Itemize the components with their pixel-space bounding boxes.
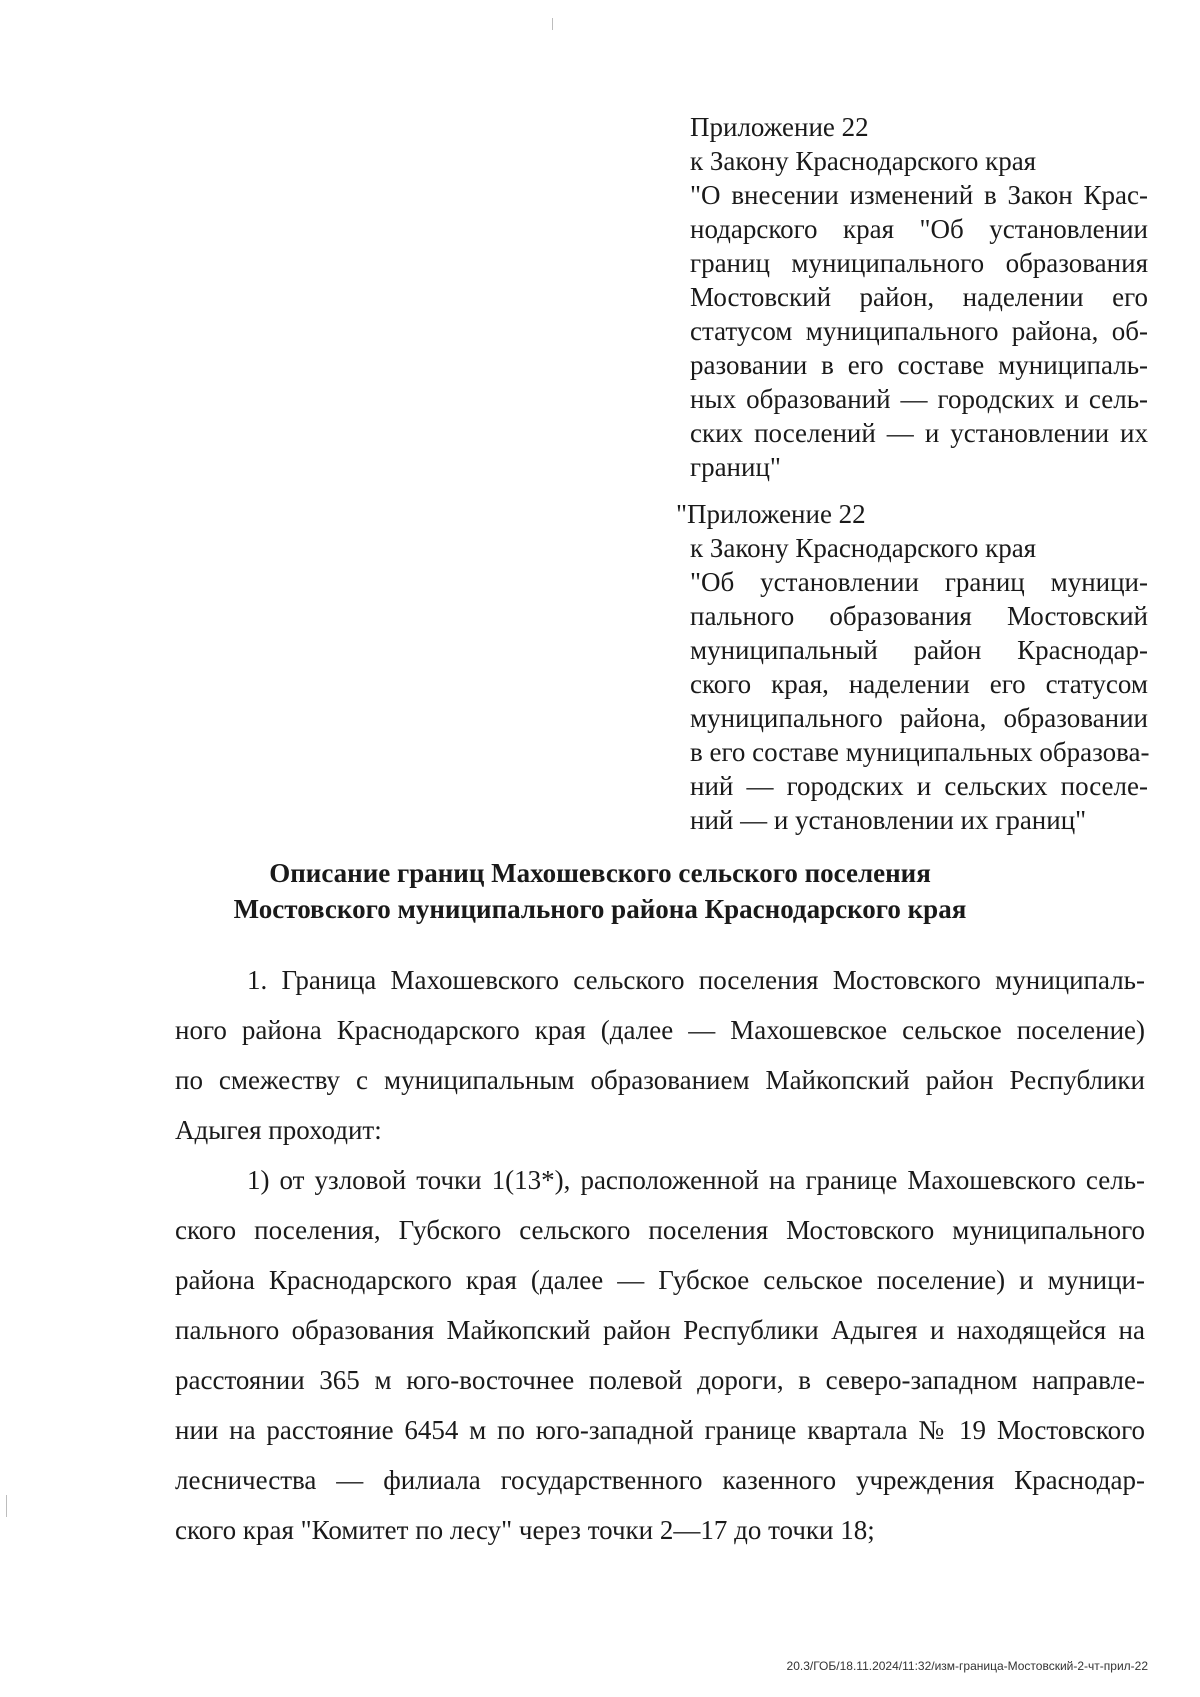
- body-text: [175, 955, 1145, 1555]
- appendix-line: муниципальный район Краснодар-: [690, 635, 1148, 665]
- title-line-2: Мостовского муниципального района Краснодарского края: [233, 894, 967, 924]
- document-title: [170, 855, 1030, 927]
- appendix-line: Мостовский район, наделении его: [690, 282, 1148, 312]
- title-line-1: Описание границ Махошевского сельского поселения: [269, 858, 931, 888]
- appendix-line: "Приложение 22: [676, 499, 866, 529]
- paragraph-line: ного района Краснодарского края (далее — Махошевское сельское поселение): [175, 1015, 1145, 1045]
- appendix-line: границ": [690, 452, 781, 482]
- appendix-line: ских поселений — и установлении их: [690, 418, 1148, 448]
- scan-artifact: [552, 18, 553, 30]
- appendix-line: Приложение 22: [690, 112, 869, 142]
- appendix-line: муниципального района, образовании: [690, 703, 1148, 733]
- appendix-line: границ муниципального образования: [690, 248, 1148, 278]
- appendix-line: в его составе муниципальных образова-: [690, 737, 1150, 767]
- paragraph-line: расстоянии 365 м юго-восточнее полевой дороги, в северо-западном направле-: [175, 1365, 1145, 1395]
- paragraph-line: нии на расстояние 6454 м по юго-западной границе квартала № 19 Мостовского: [175, 1415, 1145, 1445]
- paragraph-line: Адыгея проходит:: [175, 1115, 382, 1145]
- scan-artifact: [6, 1495, 7, 1517]
- appendix-line: пального образования Мостовский: [690, 601, 1148, 631]
- appendix-line: ний — городских и сельских поселе-: [690, 771, 1148, 801]
- paragraph-line: по смежеству с муниципальным образованием Майкопский район Республики: [175, 1065, 1145, 1095]
- appendix-line: разовании в его составе муниципаль-: [690, 350, 1148, 380]
- appendix-header-current: [690, 110, 1148, 484]
- appendix-line: ского края, наделении его статусом: [690, 669, 1148, 699]
- paragraph-line: района Краснодарского края (далее — Губское сельское поселение) и муници-: [175, 1265, 1145, 1295]
- paragraph-line: 1) от узловой точки 1(13*), расположенной на границе Махошевского сель-: [247, 1165, 1145, 1195]
- appendix-line: ных образований — городских и сель-: [690, 384, 1148, 414]
- appendix-header-new: [676, 497, 1148, 837]
- appendix-line: "Об установлении границ муници-: [690, 567, 1148, 597]
- appendix-line: к Закону Краснодарского края: [690, 146, 1037, 176]
- paragraph-line: лесничества — филиала государственного казенного учреждения Краснодар-: [175, 1465, 1145, 1495]
- paragraph-line: ского края "Комитет по лесу" через точки 2—17 до точки 18;: [175, 1515, 875, 1545]
- appendix-line: к Закону Краснодарского края: [690, 533, 1037, 563]
- appendix-line: статусом муниципального района, об-: [690, 316, 1148, 346]
- appendix-line: "О внесении изменений в Закон Крас-: [690, 180, 1148, 210]
- appendix-line: нодарского края "Об установлении: [690, 214, 1148, 244]
- document-footer-code: 20.3/ГОБ/18.11.2024/11:32/изм-граница-Мостовский-2-чт-прил-22: [786, 1659, 1148, 1673]
- paragraph-line: пального образования Майкопский район Республики Адыгея и находящейся на: [175, 1315, 1145, 1345]
- appendix-line: ний — и установлении их границ": [690, 805, 1087, 835]
- paragraph-line: 1. Граница Махошевского сельского поселения Мостовского муниципаль-: [247, 965, 1145, 995]
- paragraph-line: ского поселения, Губского сельского поселения Мостовского муниципального: [175, 1215, 1145, 1245]
